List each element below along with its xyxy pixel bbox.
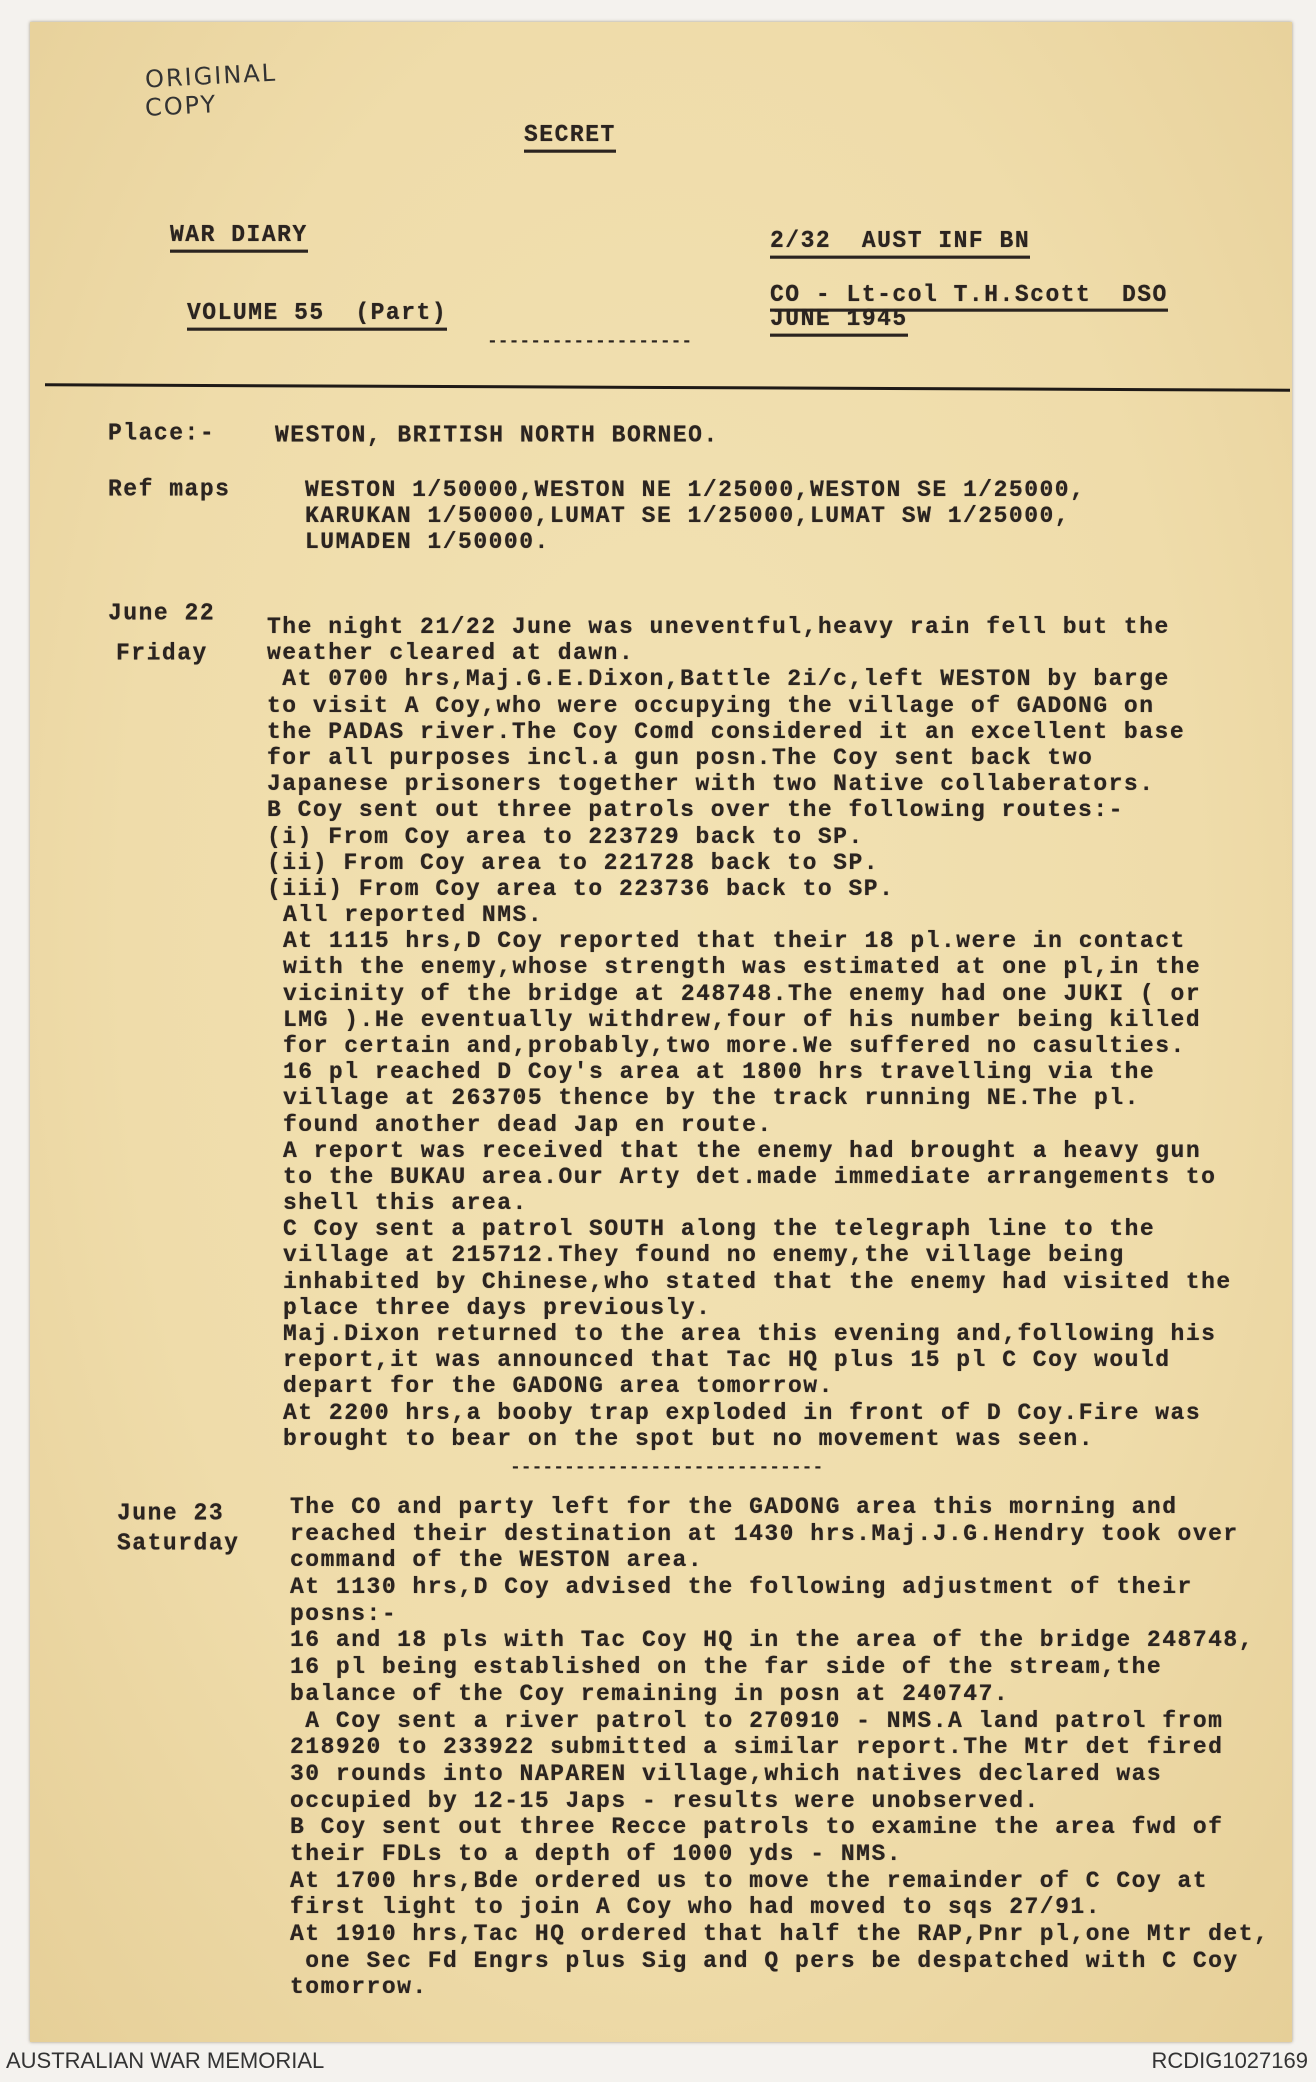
text-line: At 2200 hrs,a booby trap exploded in front of D Coy.Fire was xyxy=(283,1399,1202,1426)
text-line: WESTON 1/50000,WESTON NE 1/25000,WESTON SE 1/25000, xyxy=(305,477,1086,503)
text-line: village at 263705 thence by the track running NE.The pl. xyxy=(283,1085,1140,1112)
text-line: C Coy sent a patrol SOUTH along the telegraph line to the xyxy=(283,1216,1156,1243)
text-line: Japanese prisoners together with two Native collaberators. xyxy=(267,771,1155,798)
volume-label: VOLUME 55 (Part) xyxy=(187,299,447,331)
handwritten-note-copy: COPY xyxy=(144,90,218,122)
unit-name: 2/32 AUST INF BN xyxy=(770,227,1030,259)
entry-day: Friday xyxy=(116,639,208,667)
text-line: for all purposes incl.a gun posn.The Coy sent back two xyxy=(267,744,1094,771)
text-line: A Coy sent a river patrol to 270910 - NMS.A land patrol from xyxy=(290,1707,1224,1734)
text-line: (ii) From Coy area to 221728 back to SP. xyxy=(267,849,880,876)
text-line: vicinity of the bridge at 248748.The enemy had one JUKI ( or xyxy=(283,980,1202,1007)
text-line: balance of the Coy remaining in posn at 240747. xyxy=(290,1680,1010,1707)
text-line: The CO and party left for the GADONG area this morning and xyxy=(290,1494,1178,1520)
text-line: posns:- xyxy=(290,1600,398,1627)
text-line: At 1130 hrs,D Coy advised the following adjustment of their xyxy=(290,1574,1193,1601)
handwritten-note-original: ORIGINAL xyxy=(144,58,278,94)
text-line: the PADAS river.The Coy Comd considered it an excellent base xyxy=(267,718,1186,745)
text-line: 16 pl being established on the far side of the stream,the xyxy=(290,1654,1163,1681)
commanding-officer: CO - Lt-col T.H.Scott DSO xyxy=(770,281,1168,311)
text-line: reached their destination at 1430 hrs.Maj.J.G.Hendry took over xyxy=(290,1520,1239,1547)
text-line: At 1910 hrs,Tac HQ ordered that half the RAP,Pnr pl,one Mtr det, xyxy=(290,1921,1270,1947)
entry-separator: ----------------------------- xyxy=(510,1458,824,1478)
diary-month: JUNE 1945 xyxy=(770,305,908,337)
entry-text xyxy=(267,614,1185,902)
text-line: All reported NMS. xyxy=(283,902,544,928)
entry-date: June 23 xyxy=(117,1499,225,1527)
text-line: inhabited by Chinese,who stated that the enemy had visited the xyxy=(283,1268,1232,1295)
text-line: At 0700 hrs,Maj.G.E.Dixon,Battle 2i/c,left WESTON by barge xyxy=(267,666,1170,693)
text-line: weather cleared at dawn. xyxy=(267,640,635,667)
document-title: WAR DIARY xyxy=(170,221,308,253)
text-line: 16 and 18 pls with Tac Coy HQ in the area of the bridge 248748, xyxy=(290,1627,1255,1654)
text-line: depart for the GADONG area tomorrow. xyxy=(283,1373,834,1400)
place-label: Place:- xyxy=(108,419,216,447)
entry-date: June 22 xyxy=(108,599,216,627)
text-line: for certain and,probably,two more.We suffered no casulties. xyxy=(283,1032,1186,1059)
text-line: LMG ).He eventually withdrew,four of his number being killed xyxy=(283,1006,1202,1033)
entry-text-continued xyxy=(283,902,1232,1452)
archive-reference: RCDIG1027169 xyxy=(1151,2048,1308,2073)
text-line: 218920 to 233922 submitted a similar report.The Mtr det fired xyxy=(290,1734,1224,1761)
ref-maps-label: Ref maps xyxy=(108,475,231,503)
text-line: 16 pl reached D Coy's area at 1800 hrs travelling via the xyxy=(283,1059,1156,1086)
text-line: occupied by 12-15 Japs - results were unobserved. xyxy=(290,1787,1040,1814)
text-line: tomorrow. xyxy=(290,1974,428,2001)
text-line: (i) From Coy area to 223729 back to SP. xyxy=(267,823,864,850)
ref-maps-list xyxy=(305,477,1085,556)
archive-credit: AUSTRALIAN WAR MEMORIAL xyxy=(6,2048,325,2073)
text-line: place three days previously. xyxy=(283,1294,712,1321)
text-line: to the BUKAU area.Our Arty det.made immediate arrangements to xyxy=(283,1163,1217,1190)
text-line: At 1115 hrs,D Coy reported that their 18 pl.were in contact xyxy=(283,928,1186,955)
text-line: LUMADEN 1/50000. xyxy=(305,529,550,556)
text-line: command of the WESTON area. xyxy=(290,1547,704,1574)
text-line: with the enemy,whose strength was estimated at one pl,in the xyxy=(283,954,1202,981)
entry-text xyxy=(290,1494,1269,2001)
text-line: one Sec Fd Engrs plus Sig and Q pers be despatched with C Coy xyxy=(290,1947,1239,1974)
text-line: At 1700 hrs,Bde ordered us to move the remainder of C Coy at xyxy=(290,1867,1209,1894)
text-line: their FDLs to a depth of 1000 yds - NMS. xyxy=(290,1840,903,1867)
text-line: village at 215712.They found no enemy,the village being xyxy=(283,1242,1125,1269)
entry-day: Saturday xyxy=(117,1529,240,1557)
text-line: The night 21/22 June was uneventful,heavy rain fell but the xyxy=(267,614,1170,640)
text-line: 30 rounds into NAPAREN village,which natives declared was xyxy=(290,1760,1163,1787)
header-separator: ------------------- xyxy=(487,332,693,352)
text-line: A report was received that the enemy had brought a heavy gun xyxy=(283,1137,1202,1164)
place-value: WESTON, BRITISH NORTH BORNEO. xyxy=(275,421,719,449)
text-line: B Coy sent out three Recce patrols to examine the area fwd of xyxy=(290,1814,1224,1841)
text-line: Maj.Dixon returned to the area this evening and,following his xyxy=(283,1321,1217,1347)
classification-heading: SECRET xyxy=(524,121,616,153)
text-line: brought to bear on the spot but no movement was seen. xyxy=(283,1425,1095,1452)
text-line: first light to join A Coy who had moved to sqs 27/91. xyxy=(290,1894,1102,1921)
text-line: report,it was announced that Tac HQ plus 15 pl C Coy would xyxy=(283,1347,1171,1374)
text-line: KARUKAN 1/50000,LUMAT SE 1/25000,LUMAT SW 1/25000, xyxy=(305,503,1071,530)
text-line: found another dead Jap en route. xyxy=(283,1111,773,1138)
text-line: to visit A Coy,who were occupying the village of GADONG on xyxy=(267,692,1155,719)
text-line: shell this area. xyxy=(283,1190,528,1217)
text-line: B Coy sent out three patrols over the following routes:- xyxy=(267,797,1124,824)
text-line: (iii) From Coy area to 223736 back to SP. xyxy=(267,875,895,902)
